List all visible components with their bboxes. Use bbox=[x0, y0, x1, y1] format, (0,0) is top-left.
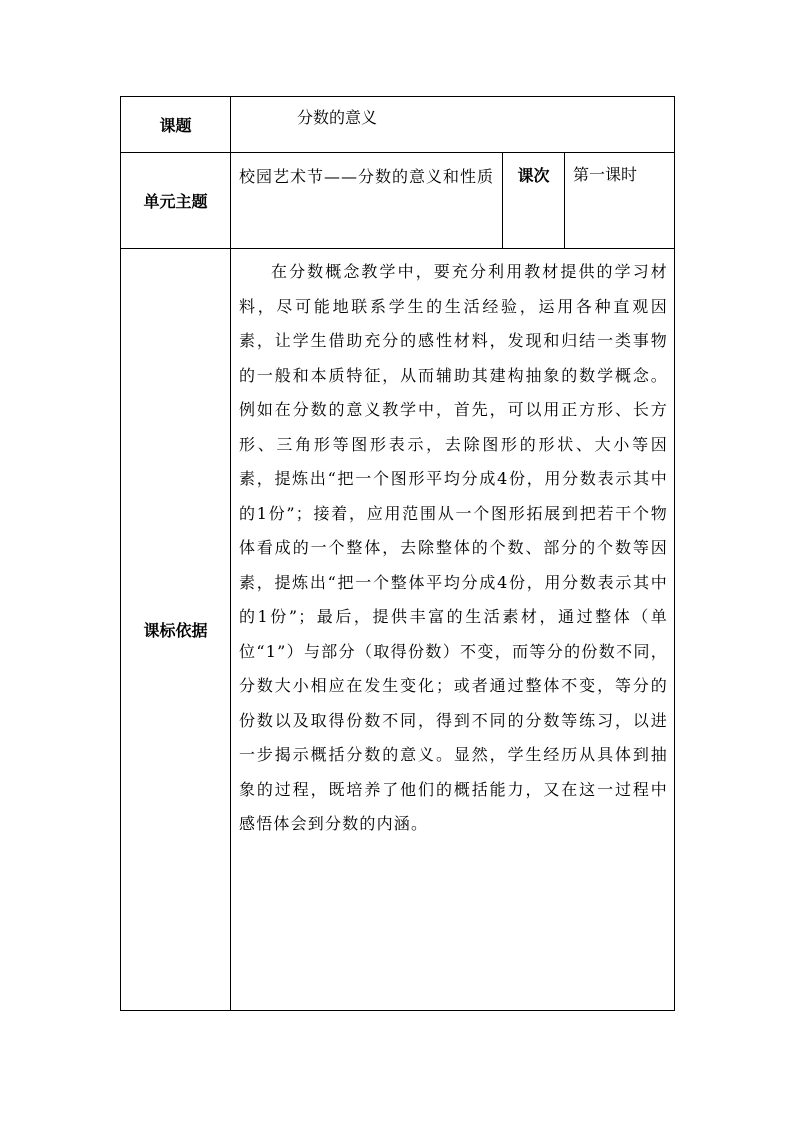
lesson-plan-table bbox=[120, 96, 675, 1011]
topic-row bbox=[121, 97, 675, 153]
unit-value: 校园艺术节——分数的意义和性质 bbox=[231, 153, 503, 249]
unit-label: 单元主题 bbox=[121, 153, 231, 249]
lesson-label: 课次 bbox=[503, 153, 565, 249]
topic-value: 分数的意义 bbox=[231, 97, 675, 153]
basis-label: 课标依据 bbox=[121, 249, 231, 1011]
unit-row bbox=[121, 153, 675, 249]
topic-label: 课题 bbox=[121, 97, 231, 153]
lesson-value: 第一课时 bbox=[565, 153, 675, 249]
basis-row bbox=[121, 249, 675, 1011]
basis-value: 在分数概念教学中，要充分利用教材提供的学习材料，尽可能地联系学生的生活经验，运用各种直观因素，让学生借助充分的感性材料，发现和归结一类事物的一般和本质特征，从而辅助其建构抽象的数学概念。例如在分数的意义教学中，首先，可以用正方形、长方形、三角形等图形表示，去除图形的形状、大小等因素，提炼出“把一个图形平均分成4份，用分数表示其中的1份”；接着，应用范围从一个图形拓展到把若干个物体看成的一个整体，去除整体的个数、部分的个数等因素，提炼出“把一个整体平均分成4份，用分数表示其中的1份”；最后，提供丰富的生活素材，通过整体（单位“1”）与部分（取得份数）不变，而等分的份数不同，分数大小相应在发生变化；或者通过整体不变，等分的份数以及取得份数不同，得到不同的分数等练习，以进一步揭示概括分数的意义。显然，学生经历从具体到抽象的过程，既培养了他们的概括能力，又在这一过程中感悟体会到分数的内涵。 bbox=[231, 249, 675, 1011]
